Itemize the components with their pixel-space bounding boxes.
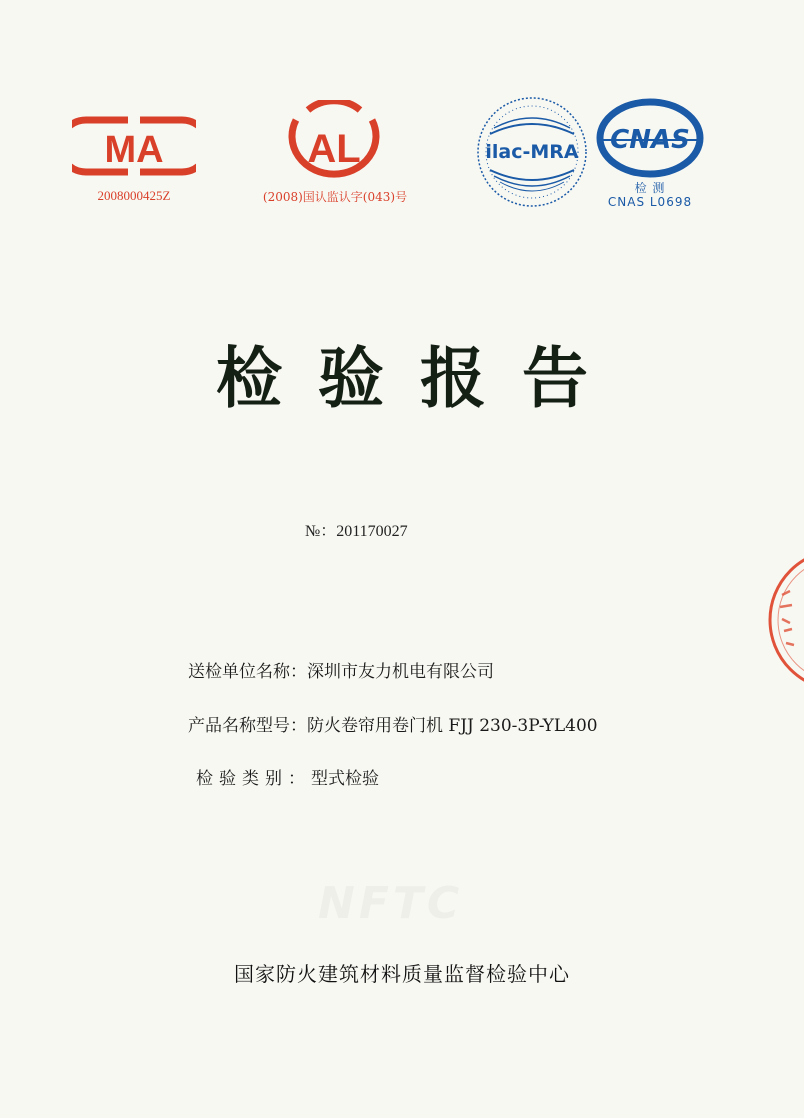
official-seal-stamp [760, 545, 804, 699]
cma-cert-number: 2008000425Z [97, 188, 171, 203]
issuing-organization: 国家防火建筑材料质量监督检验中心 [234, 962, 570, 986]
ilac-mra-logo [474, 94, 590, 210]
cma-mark-text: MA [104, 129, 164, 171]
cal-logo [278, 100, 390, 186]
field-product-model [188, 711, 598, 736]
cal-mark-text: AL [307, 127, 361, 171]
field-submitting-unit [188, 657, 494, 682]
field-label: 检验类别： [196, 769, 311, 789]
field-label: 产品名称型号： [188, 716, 307, 736]
cnas-cert-number: CNAS L0698 [607, 195, 693, 209]
cal-cert-number: (2008)国认监认字(043)号 [262, 190, 408, 204]
field-inspection-type [196, 764, 379, 789]
cnas-subtitle: 检 测 [634, 181, 666, 195]
ilac-mark-text: ilac-MRA [485, 141, 579, 163]
report-title: 检验报告 [216, 340, 624, 417]
nftc-watermark: NFTC [318, 878, 464, 929]
cma-logo [72, 112, 196, 180]
cnas-mark-text: CNAS [610, 125, 690, 155]
field-value: 防火卷帘用卷门机 FJJ 230-3P-YL400 [307, 716, 598, 736]
report-number: №：201170027 [305, 523, 408, 540]
cnas-logo [594, 96, 706, 182]
field-value: 深圳市友力机电有限公司 [307, 662, 494, 682]
field-label: 送检单位名称： [188, 662, 307, 682]
field-value: 型式检验 [311, 769, 379, 789]
